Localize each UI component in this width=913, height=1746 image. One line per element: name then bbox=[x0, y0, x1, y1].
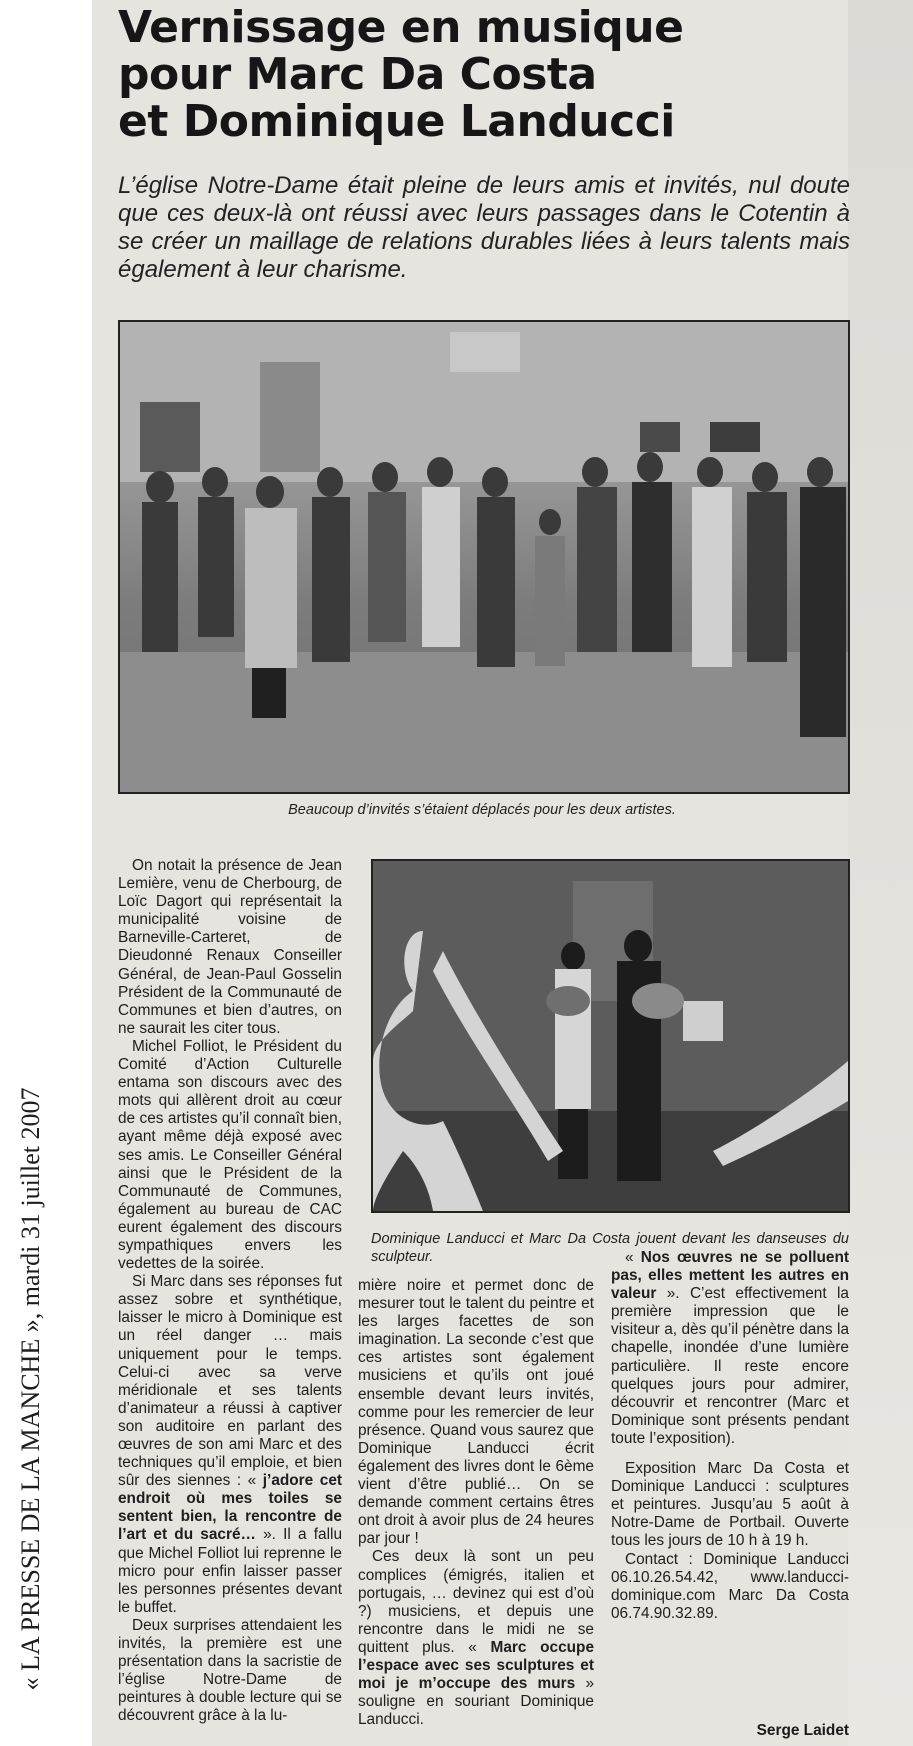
article-headline bbox=[118, 4, 818, 145]
col1-p3-text-a: Si Marc dans ses réponses fut assez sobre et synthétique, laisser le micro à Dominique est un réel danger … mais uniquement pour le temps. Celui-ci avec sa verve méridionale et ses talents d’animateur a réussi à captiver son auditoire en parlant des œuvres de son ami Marc et des techniques qu’il emploie, et bien sûr des siennes : « bbox=[118, 1273, 342, 1490]
photo-guests bbox=[118, 320, 850, 794]
col3-paragraph-1 bbox=[611, 1249, 849, 1448]
exhibition-contact: Contact : Dominique Landucci 06.10.26.54.42, www.landucci-dominique.com Marc Da Costa 06.74.90.32.89. bbox=[611, 1550, 849, 1622]
col2-p2-text-a: Ces deux là sont un peu complices (émigrés, italien et portugais, … devinez qui est d’où ?) musiciens, et depuis une rencontre dans le midi ne se quittent plus. « bbox=[358, 1548, 594, 1656]
photo-guests-image bbox=[120, 322, 848, 792]
headline-line-2: pour Marc Da Costa bbox=[118, 49, 597, 100]
article-byline: Serge Laidet bbox=[756, 1722, 849, 1739]
publication-date: « LA PRESSE DE LA MANCHE », mardi 31 juillet 2007 bbox=[16, 1087, 45, 1691]
col3-p1-text-a: « bbox=[625, 1249, 634, 1266]
headline-line-3: et Dominique Landucci bbox=[118, 96, 675, 147]
col3-p1-quote: Nos œuvres ne se polluent pas, elles mettent les autres en valeur bbox=[611, 1249, 849, 1303]
exhibition-details: Exposition Marc Da Costa et Dominique Landucci : sculptures et peintures. Jusqu’au 5 août à Notre-Dame de Portbail. Ouverte tous les jours de 10 h à 19 h. bbox=[611, 1460, 849, 1550]
photo-musicians bbox=[371, 859, 850, 1213]
photo-musicians-image bbox=[373, 861, 848, 1211]
col2-paragraph-2 bbox=[358, 1548, 594, 1729]
col2-p2-text-b: » souligne en souriant Dominique Landucci. bbox=[358, 1675, 594, 1729]
article-lead: L’église Notre-Dame était pleine de leurs amis et invités, nul doute que ces deux-là ont réussi avec leurs passages dans le Cotentin à se créer un maillage de relations durables liées à leurs talents mais également à leur charisme. bbox=[118, 172, 850, 283]
photo-musicians-caption: Dominique Landucci et Marc Da Costa jouent devant les danseuses du sculpteur. bbox=[371, 1231, 849, 1265]
col1-paragraph-2: Michel Folliot, le Président du Comité d’Action Culturelle entama son discours avec des mots qui allèrent droit au cœur de ces artistes qu’il connaît bien, ayant même déjà exposé avec ses amis. Le Conseiller Général ainsi que le Président de la Communauté de Communes, également au bureau de CAC eurent également des discours sympathiques envers les vedettes de la soirée. bbox=[118, 1037, 342, 1273]
adjacent-article-edge bbox=[848, 0, 913, 1746]
article-column-2 bbox=[358, 1277, 594, 1746]
photo-guests-caption: Beaucoup d’invités s’étaient déplacés pour les deux artistes. bbox=[288, 802, 676, 818]
col1-paragraph-4: Deux surprises attendaient les invités, la première est une présentation dans la sacristie de l’église Notre-Dame de peintures à double lecture qui se découvrent grâce à la lu- bbox=[118, 1616, 342, 1725]
col1-p3-quote: j’adore cet endroit où mes toiles se sentent bien, la rencontre de l’art et du sacré… bbox=[118, 1472, 342, 1544]
headline-line-1: Vernissage en musique bbox=[118, 2, 684, 53]
col2-paragraph-1: mière noire et permet donc de mesurer tout le talent du peintre et les larges facettes de son imagination. La seconde c’est que ces artistes sont également musiciens et qu’ils ont joué ensemble devant leurs invités, comme pour les remercier de leur présence. Quand vous saurez que Dominique Landucci écrit également des livres dont le 6ème vient d’être publié… On se demande comment certains êtres ont droit à avoir plus de 24 heures par jour ! bbox=[358, 1277, 594, 1548]
col1-p3-text-b: ». Il a fallu que Michel Folliot lui reprenne le micro pour enfin laisser passer les personnes présentes devant le buffet. bbox=[118, 1526, 342, 1616]
article-column-1 bbox=[118, 857, 342, 1746]
publication-stamp bbox=[0, 1032, 62, 1746]
col3-p1-text-b: ». C’est effectivement la première impression que le visiteur a, dès qu’il pénètre dans la chapelle, inondée d’une lumière particulière. Il reste encore quelques jours pour admirer, découvrir et rencontrer (Marc et Dominique sont présents pendant toute l’exposition). bbox=[611, 1285, 849, 1447]
exhibition-info bbox=[611, 1460, 849, 1623]
col1-paragraph-3 bbox=[118, 1273, 342, 1617]
col2-p2-quote: Marc occupe l’espace avec ses sculptures et moi je m’occupe des murs bbox=[358, 1638, 594, 1693]
article-column-3 bbox=[611, 1249, 849, 1746]
col1-paragraph-1: On notait la présence de Jean Lemière, venu de Cherbourg, de Loïc Dagort qui représentait la municipalité voisine de Barneville-Carteret, de Dieudonné Renaux Conseiller Général, de Jean-Paul Gosselin Président de la Communauté de Communes et bien d’autres, on ne saurait les citer tous. bbox=[118, 857, 342, 1037]
